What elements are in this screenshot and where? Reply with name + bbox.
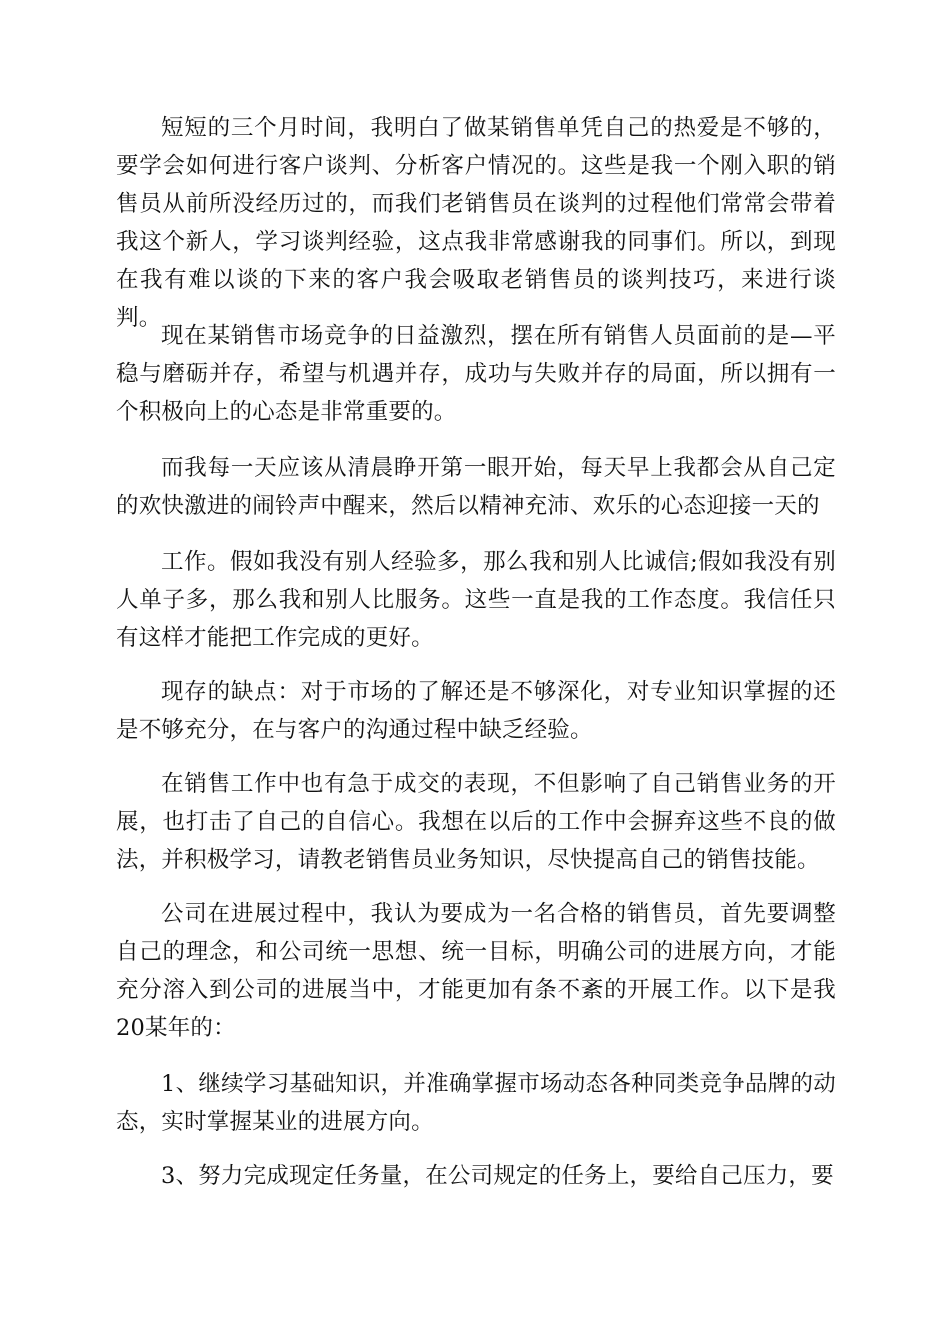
- paragraph-market-competition: 现在某销售市场竞争的日益激烈，摆在所有销售人员面前的是—平稳与磨砺并存，希望与机遇并存，成功与失败并存的局面，所以拥有一个积极向上的心态是非常重要的。: [116, 323, 836, 425]
- paragraph-company-development: 公司在进展过程中，我认为要成为一名合格的销售员，首先要调整自己的理念，和公司统一思想、统一目标，明确公司的进展方向，才能充分溶入到公司的进展当中，才能更加有条不紊的开展工作。以下是我20某年的：: [116, 901, 836, 1041]
- paragraph-sales-performance: 在销售工作中也有急于成交的表现，不但影响了自己销售业务的开展，也打击了自己的自信心。我想在以后的工作中会摒弃这些不良的做法，并积极学习，请教老销售员业务知识，尽快提高自己的销售技能。: [116, 771, 836, 873]
- paragraph-plan-item-3: 3、努力完成现定任务量，在公司规定的任务上，要给自己压力，要: [161, 1163, 834, 1189]
- paragraph-daily-start: 而我每一天应该从清晨睁开第一眼开始，每天早上我都会从自己定的欢快激进的闹铃声中醒来，然后以精神充沛、欢乐的心态迎接一天的: [116, 455, 836, 519]
- paragraph-sales-experience: 短短的三个月时间，我明白了做某销售单凭自己的热爱是不够的，要学会如何进行客户谈判、分析客户情况的。这些是我一个刚入职的销售员从前所没经历过的，而我们老销售员在谈判的过程他们常常会带着我这个新人，学习谈判经验，这点我非常感谢我的同事们。所以，到现在我有难以谈的下来的客户我会吸取老销售员的谈判技巧，来进行谈判。: [116, 115, 836, 331]
- paragraph-plan-item-1: 1、继续学习基础知识，并准确掌握市场动态各种同类竞争品牌的动态，实时掌握某业的进展方向。: [116, 1071, 836, 1135]
- paragraph-work-attitude: 工作。假如我没有别人经验多，那么我和别人比诚信;假如我没有别人单子多，那么我和别人比服务。这些一直是我的工作态度。我信任只有这样才能把工作完成的更好。: [116, 549, 836, 651]
- paragraph-current-shortcomings: 现存的缺点：对于市场的了解还是不够深化，对专业知识掌握的还是不够充分，在与客户的沟通过程中缺乏经验。: [116, 679, 836, 743]
